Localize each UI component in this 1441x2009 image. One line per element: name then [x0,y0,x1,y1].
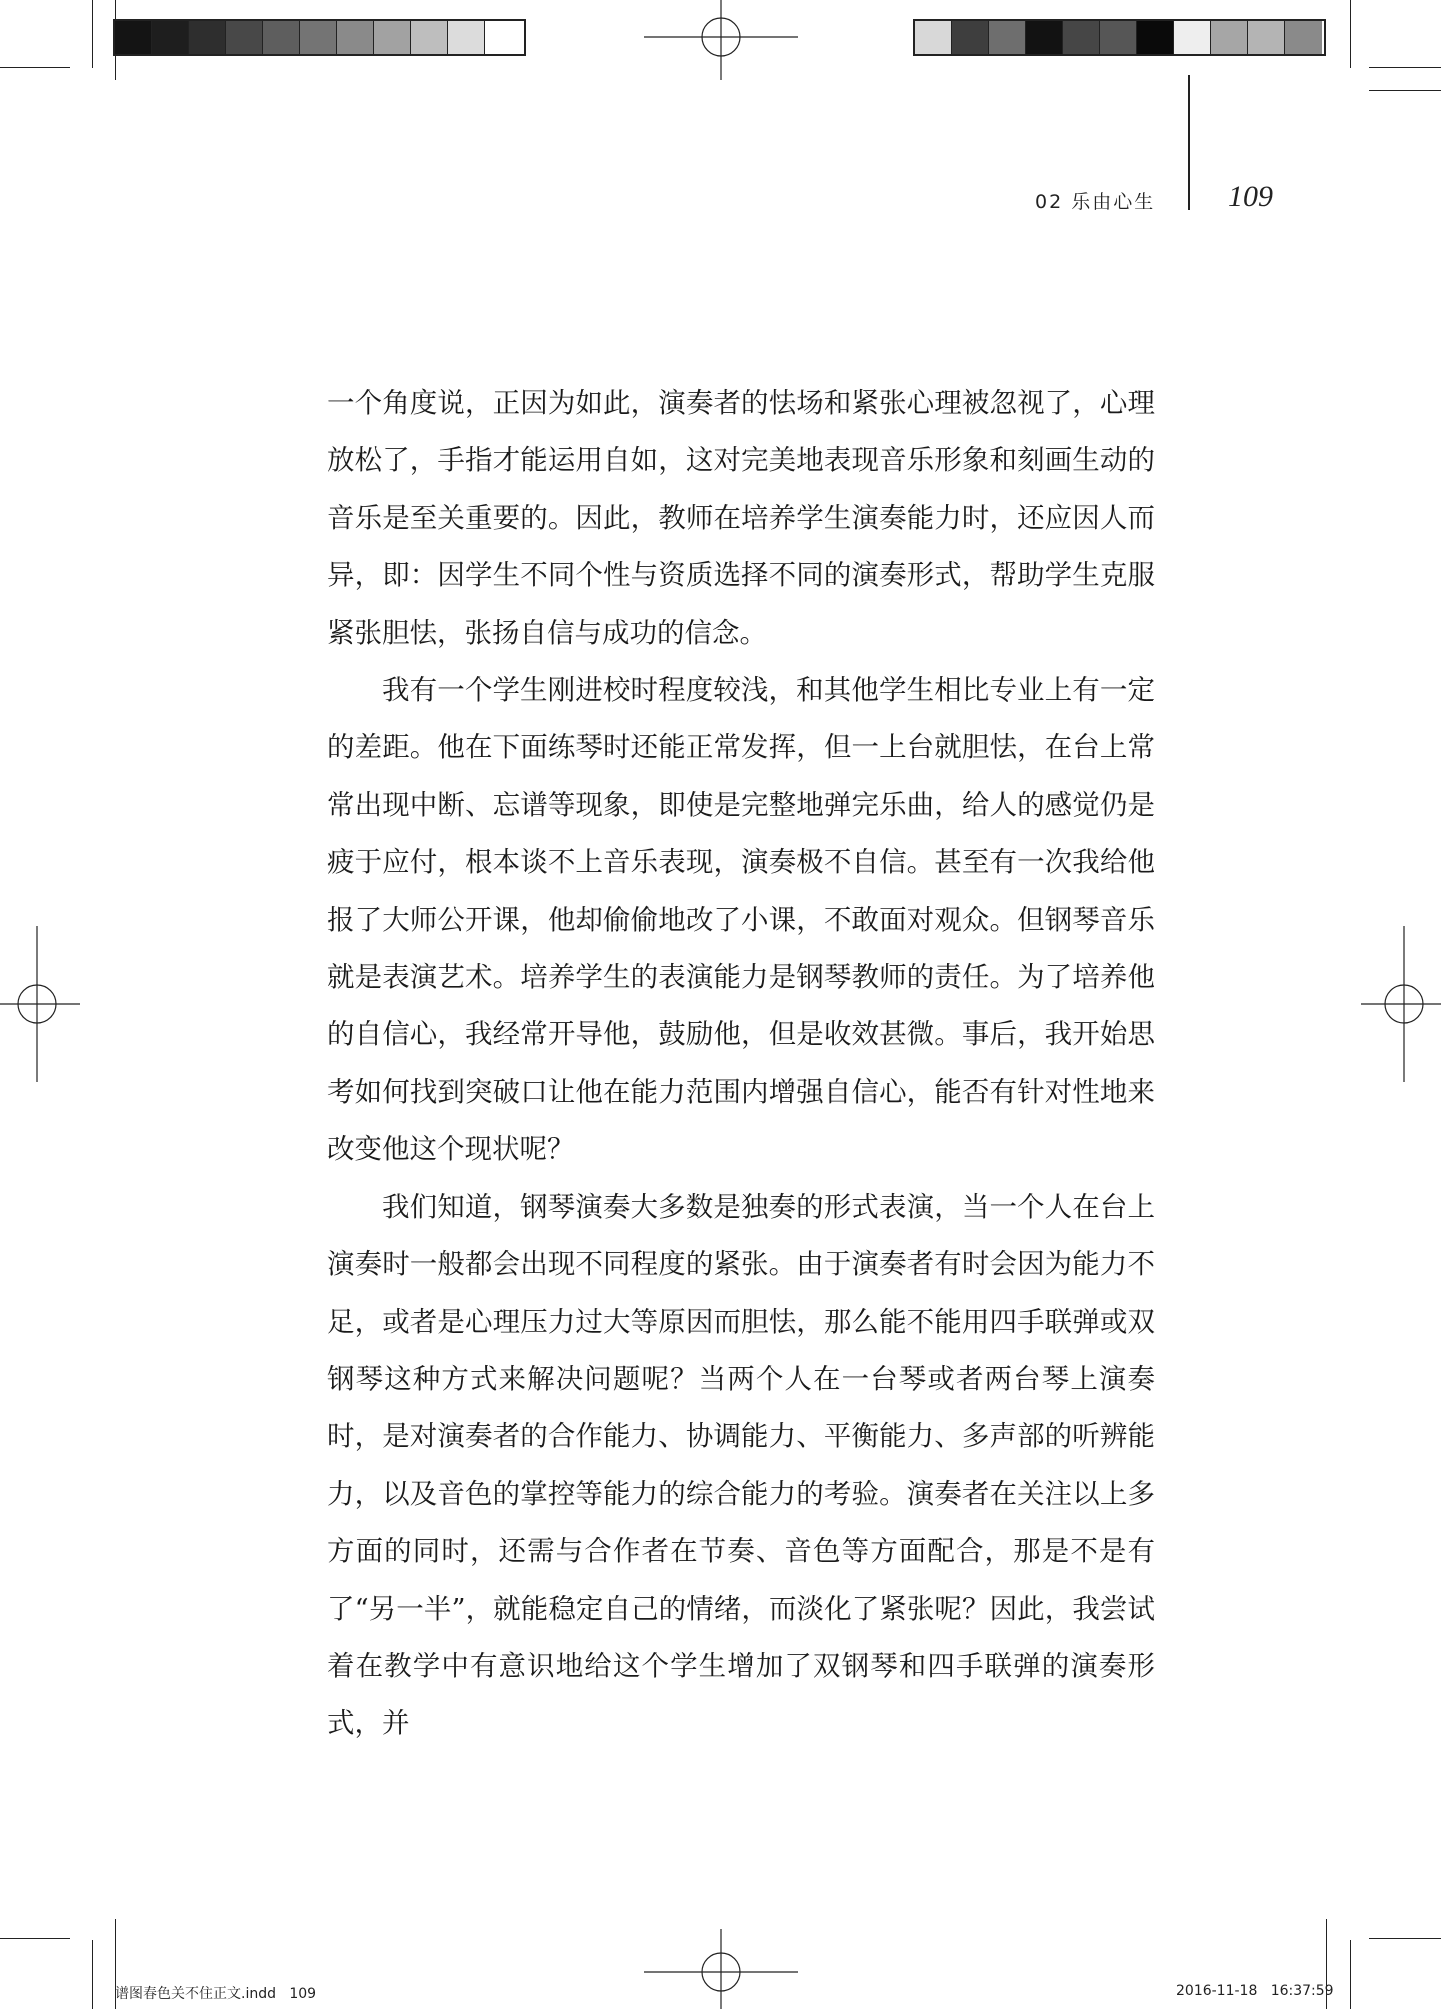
color-swatch [115,21,152,54]
chapter-title: 02 乐由心生 [1035,191,1156,213]
color-swatch [226,21,263,54]
crop-mark [1369,90,1441,91]
color-swatch [1211,21,1248,54]
color-swatch [1026,21,1063,54]
crop-mark [0,67,70,68]
color-swatch [374,21,411,54]
color-swatch [448,21,485,54]
color-swatch [1063,21,1100,54]
color-swatch [1174,21,1211,54]
registration-mark-icon [0,926,80,1082]
color-swatch [1248,21,1285,54]
color-swatch [152,21,189,54]
footer-timestamp: 2016-11-18 16:37:59 [1176,1983,1334,1999]
color-swatch [411,21,448,54]
crop-mark [0,1938,70,1939]
color-swatch [263,21,300,54]
footer-file-name: 谱图春色关不住正文.indd 109 [115,1986,317,2002]
crop-mark [92,0,93,68]
crop-mark [1350,0,1351,68]
page-number: 109 [1228,180,1273,213]
body-text [327,375,1155,1753]
paragraph: 一个角度说，正因为如此，演奏者的怯场和紧张心理被忽视了，心理放松了，手指才能运用自如，这对完美地表现音乐形象和刻画生动的音乐是至关重要的。因此，教师在培养学生演奏能力时，还应因人而异，即：因学生不同个性与资质选择不同的演奏形式，帮助学生克服紧张胆怯，张扬自信与成功的信念。 [327,387,1155,649]
registration-mark-icon [644,1929,798,2009]
crop-mark [1369,67,1441,68]
color-swatch-bar-left [113,19,526,56]
color-swatch [952,21,989,54]
color-swatch [189,21,226,54]
color-swatch [300,21,337,54]
color-swatch [485,21,522,54]
color-swatch [1137,21,1174,54]
color-swatch-bar-right [913,19,1326,56]
color-swatch [1100,21,1137,54]
color-swatch [989,21,1026,54]
paragraph: 我有一个学生刚进校时程度较浅，和其他学生相比专业上有一定的差距。他在下面练琴时还能正常发挥，但一上台就胆怯，在台上常常出现中断、忘谱等现象，即使是完整地弹完乐曲，给人的感觉仍是疲于应付，根本谈不上音乐表现，演奏极不自信。甚至有一次我给他报了大师公开课，他却偷偷地改了小课，不敢面对观众。但钢琴音乐就是表演艺术。培养学生的表演能力是钢琴教师的责任。为了培养他的自信心，我经常开导他，鼓励他，但是收效甚微。事后，我开始思考如何找到突破口让他在能力范围内增强自信心，能否有针对性地来改变他这个现状呢？ [327,674,1155,1166]
registration-mark-icon [1361,926,1441,1082]
crop-mark [1350,1940,1351,2009]
registration-mark-icon [644,0,798,80]
paragraph: 我们知道，钢琴演奏大多数是独奏的形式表演，当一个人在台上演奏时一般都会出现不同程度的紧张。由于演奏者有时会因为能力不足，或者是心理压力过大等原因而胆怯，那么能不能用四手联弹或双钢琴这种方式来解决问题呢？当两个人在一台琴或者两台琴上演奏时，是对演奏者的合作能力、协调能力、平衡能力、多声部的听辨能力，以及音色的掌控等能力的综合能力的考验。演奏者在关注以上多方面的同时，还需与合作者在节奏、音色等方面配合，那是不是有了“另一半”，就能稳定自己的情绪，而淡化了紧张呢？因此，我尝试着在教学中有意识地给这个学生增加了双钢琴和四手联弹的演奏形式，并 [327,1190,1155,1740]
color-swatch [915,21,952,54]
color-swatch [337,21,374,54]
header-divider [1188,75,1190,210]
color-swatch [1285,21,1322,54]
crop-mark [92,1940,93,2009]
crop-mark [1369,1938,1441,1939]
